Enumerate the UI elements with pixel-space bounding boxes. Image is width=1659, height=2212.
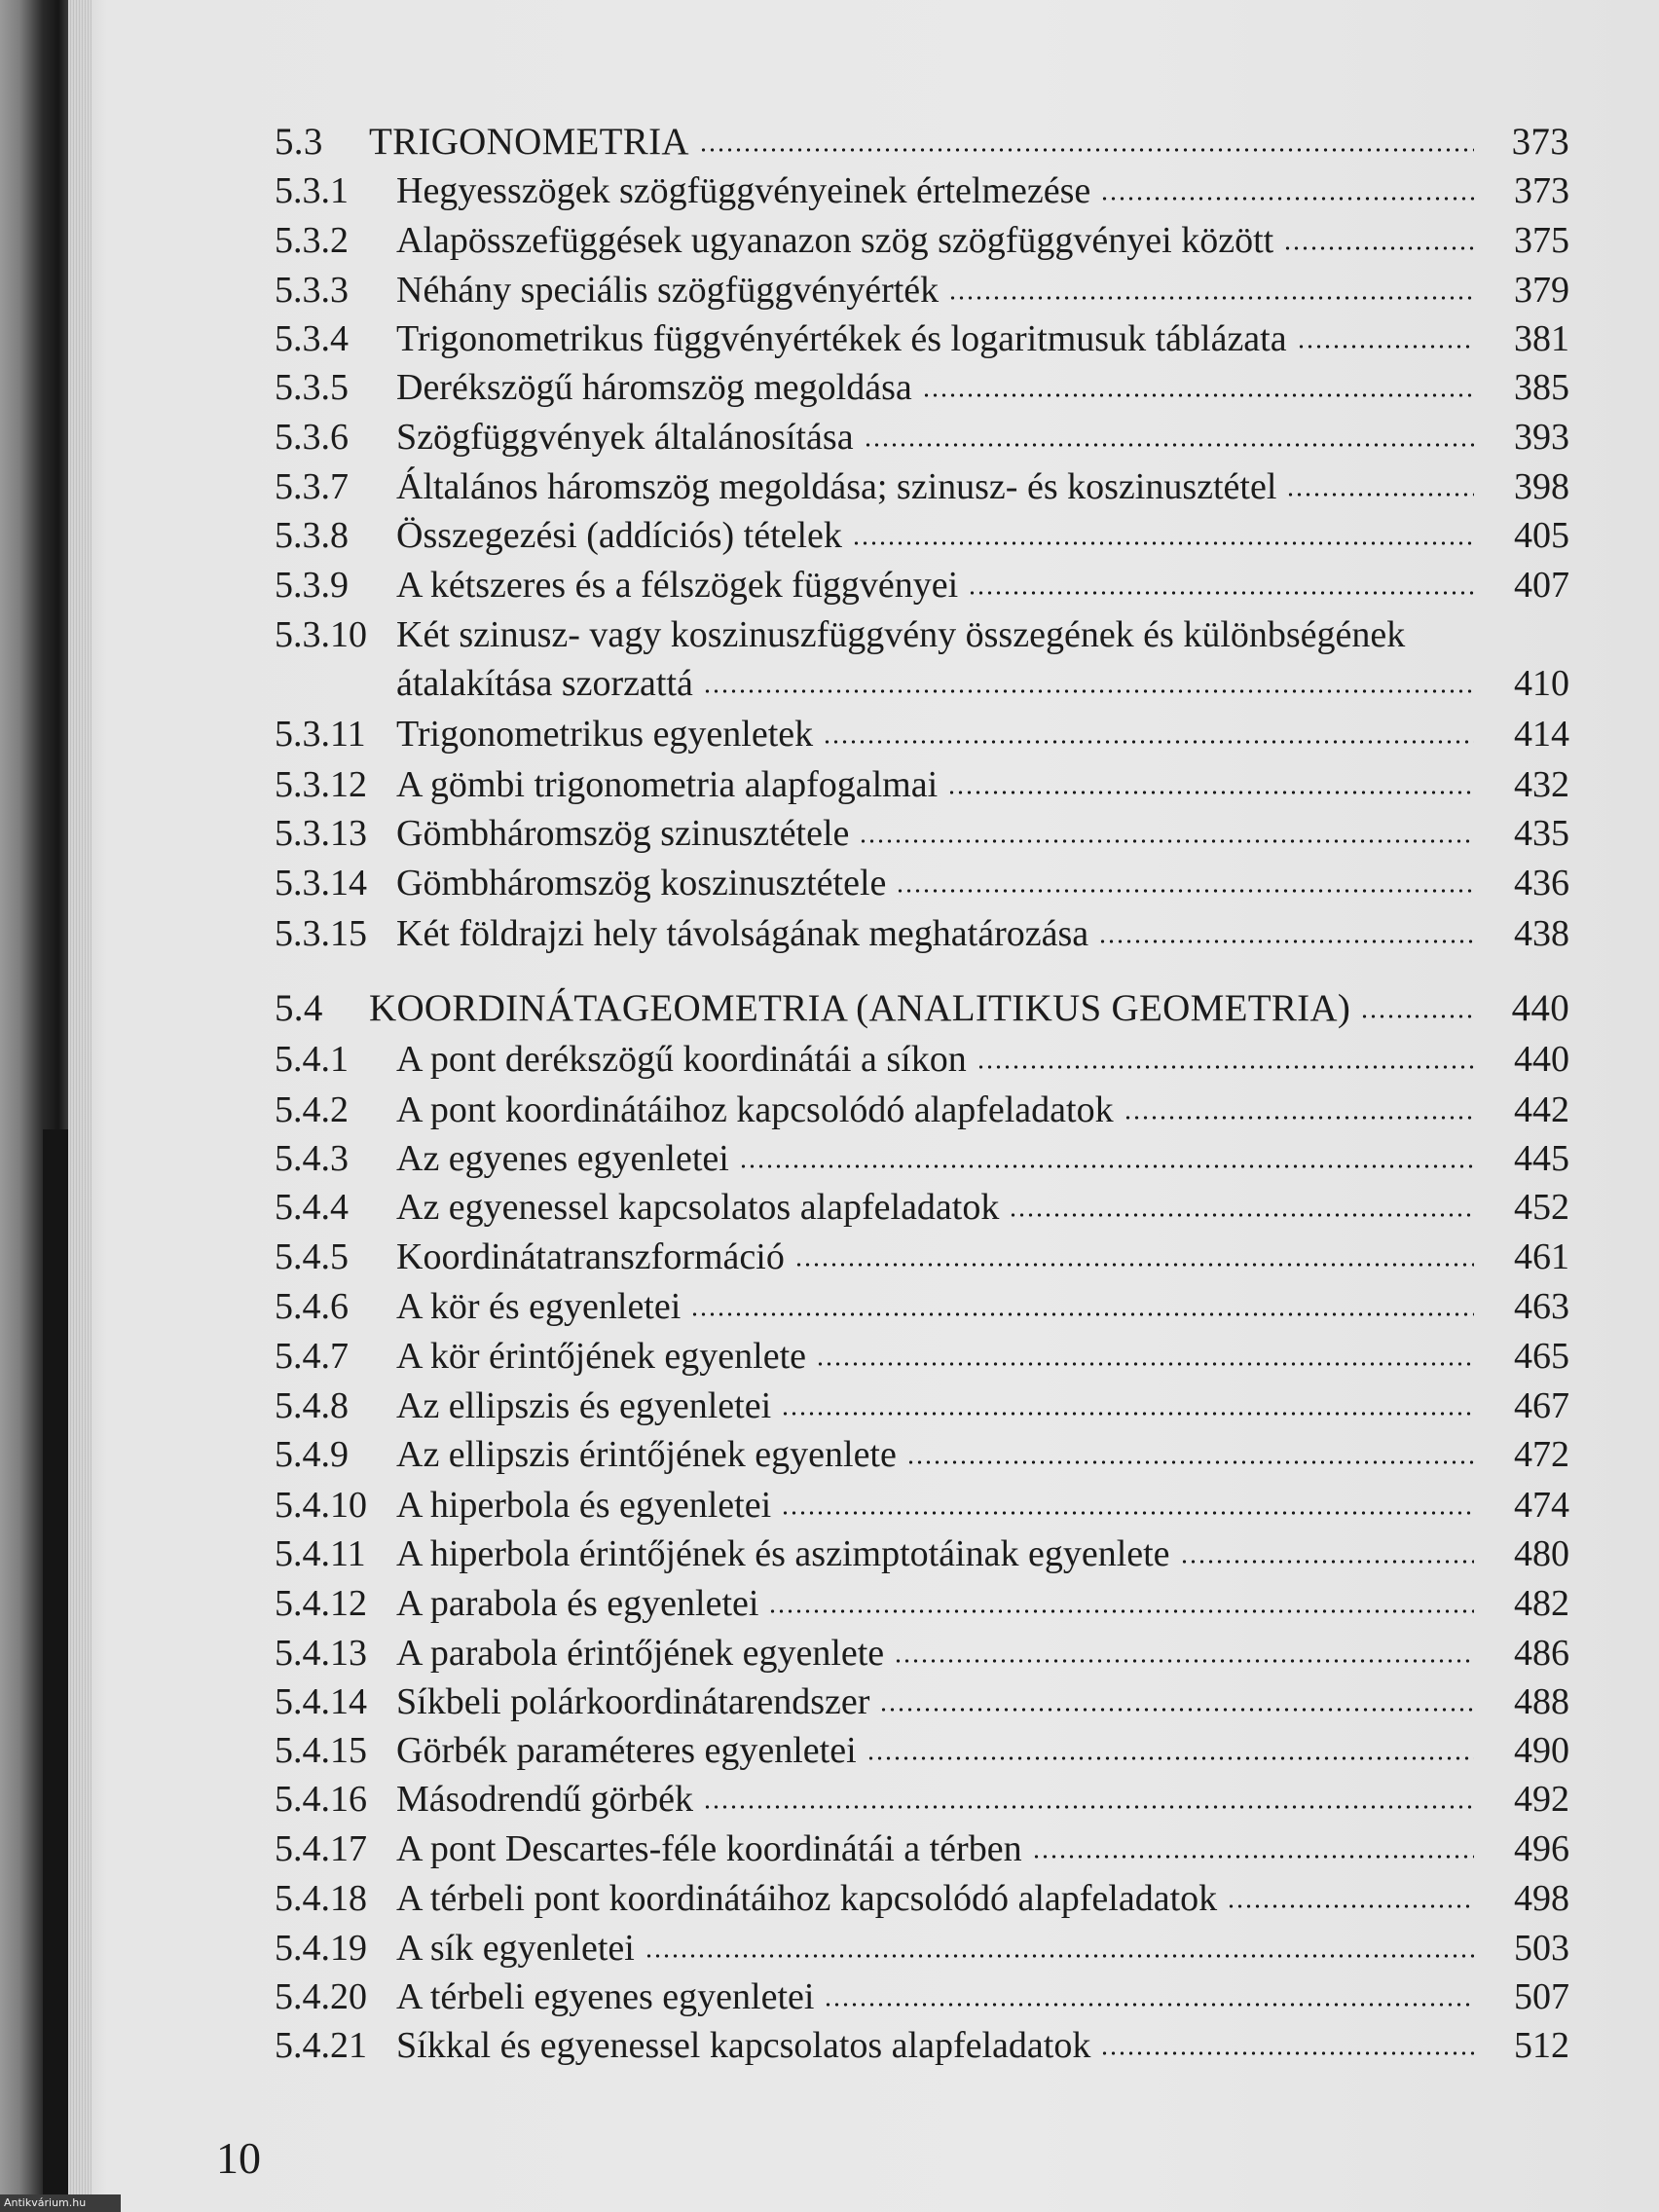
toc-entry-title-text: A gömbi trigonometria alapfogalmai xyxy=(396,764,939,805)
dot-leader xyxy=(703,689,1474,693)
toc-entry-title xyxy=(396,412,1482,462)
toc-entry-title-text: Gömbháromszög koszinusztétele xyxy=(396,863,887,903)
toc-entry-title xyxy=(396,1429,1482,1480)
toc-entry-title-text: Trigonometrikus egyenletek xyxy=(396,714,814,755)
dot-leader xyxy=(824,2003,1474,2007)
toc-entry-page: 463 xyxy=(1514,1286,1569,1327)
toc-entry xyxy=(275,1034,1569,1085)
toc-entry-title xyxy=(396,658,1482,709)
toc-entry-number: 5.4.18 xyxy=(275,1878,367,1919)
toc-entry-title-text: A parabola érintőjének egyenlete xyxy=(396,1633,885,1674)
toc-entry xyxy=(275,1529,1569,1579)
toc-entry-title xyxy=(396,265,1482,315)
toc-entry-number: 5.4.17 xyxy=(275,1828,367,1869)
toc-entry-page: 440 xyxy=(1511,987,1569,1029)
dot-leader xyxy=(1297,345,1474,349)
dot-leader xyxy=(781,1412,1474,1416)
toc-entry-title-text: Az ellipszis érintőjének egyenlete xyxy=(396,1434,897,1475)
toc-entry-page: 482 xyxy=(1514,1583,1569,1624)
toc-entry xyxy=(275,1429,1569,1480)
dot-leader xyxy=(948,296,1474,300)
toc-entry-title xyxy=(396,1873,1482,1924)
toc-entry-title xyxy=(396,609,1569,660)
toc-entry-title-text: A pont Descartes-féle koordinátái a térben xyxy=(396,1828,1022,1869)
toc-entry-title-text: A térbeli egyenes egyenletei xyxy=(396,1976,815,2017)
toc-entry-page: 405 xyxy=(1514,515,1569,556)
toc-entry-title-text: Összegezési (addíciós) tételek xyxy=(396,515,842,556)
toc-entry xyxy=(275,1331,1569,1382)
toc-entry xyxy=(275,609,1569,660)
toc-entry xyxy=(275,1774,1569,1825)
toc-entry xyxy=(275,1873,1569,1924)
toc-entry-number: 5.4.7 xyxy=(275,1336,349,1377)
toc-entry-title-text: Trigonometrikus függvényértékek és logaritmusuk táblázata xyxy=(396,318,1287,359)
toc-entry-title xyxy=(396,166,1482,216)
toc-entry xyxy=(275,808,1569,859)
dot-leader xyxy=(699,148,1474,152)
toc-entry xyxy=(275,313,1569,364)
toc-entry xyxy=(275,412,1569,462)
toc-entry-title-text: átalakítása szorzattá xyxy=(396,663,693,704)
toc-entry-number: 5.3.2 xyxy=(275,220,349,261)
toc-entry-page: 488 xyxy=(1514,1681,1569,1722)
toc-entry-page: 461 xyxy=(1514,1236,1569,1277)
toc-entry-title-text: A hiperbola és egyenletei xyxy=(396,1485,772,1526)
toc-entry-title xyxy=(396,1232,1482,1282)
dot-leader xyxy=(1032,1855,1474,1859)
toc-entry-title-text: Derékszögű háromszög megoldása xyxy=(396,367,912,408)
toc-entry-number: 5.3.13 xyxy=(275,813,367,854)
toc-entry-page: 432 xyxy=(1514,764,1569,805)
toc-entry-number: 5.3.5 xyxy=(275,367,349,408)
toc-entry-page: 498 xyxy=(1514,1878,1569,1919)
toc-entry xyxy=(275,362,1569,413)
toc-entry-number: 5.3.14 xyxy=(275,863,367,903)
toc-entry xyxy=(275,215,1569,266)
toc-entry-title-text: Másodrendű görbék xyxy=(396,1779,693,1820)
toc-entry xyxy=(275,1133,1569,1184)
toc-entry-title xyxy=(396,461,1482,512)
dot-leader xyxy=(922,393,1474,397)
toc-entry-title-text: Az egyenessel kapcsolatos alapfeladatok xyxy=(396,1187,1000,1228)
toc-entry-page: 435 xyxy=(1514,813,1569,854)
toc-entry-number: 5.4.14 xyxy=(275,1681,367,1722)
toc-entry-title xyxy=(396,2020,1482,2071)
toc-entry xyxy=(275,858,1569,908)
toc-entry-title-text: TRIGONOMETRIA xyxy=(369,121,689,163)
toc-entry-title-text: Az egyenes egyenletei xyxy=(396,1138,729,1179)
toc-entry-title-text: Hegyesszögek szögfüggvényeinek értelmezése xyxy=(396,170,1091,211)
toc-entry xyxy=(275,759,1569,810)
toc-entry xyxy=(275,1480,1569,1530)
toc-entry-page: 438 xyxy=(1514,913,1569,954)
toc-entry-page: 373 xyxy=(1514,170,1569,211)
toc-entry-title-text: Síkkal és egyenessel kapcsolatos alapfeladatok xyxy=(396,2025,1091,2066)
toc-entry xyxy=(275,1381,1569,1431)
toc-entry-page: 507 xyxy=(1514,1976,1569,2017)
toc-entry-title-text: A sík egyenletei xyxy=(396,1928,635,1969)
toc-entry xyxy=(275,510,1569,561)
dot-leader xyxy=(781,1511,1474,1515)
toc-entry xyxy=(275,1232,1569,1282)
toc-entry-page: 445 xyxy=(1514,1138,1569,1179)
toc-entry-page: 373 xyxy=(1511,121,1569,163)
dot-leader xyxy=(896,889,1474,893)
toc-entry-page: 496 xyxy=(1514,1828,1569,1869)
toc-entry-title xyxy=(396,1774,1482,1825)
toc-entry-title xyxy=(396,1331,1482,1382)
toc-entry-title-text: Koordinátatranszformáció xyxy=(396,1236,785,1277)
toc-entry-title xyxy=(396,858,1482,908)
toc-entry-title-text: A kör és egyenletei xyxy=(396,1286,682,1327)
toc-entry-title xyxy=(396,1578,1482,1629)
toc-entry-title xyxy=(396,908,1482,959)
toc-entry-title-text: A kétszeres és a félszögek függvényei xyxy=(396,565,959,606)
toc-entry-number: 5.4.9 xyxy=(275,1434,349,1475)
toc-entry-number: 5.4.10 xyxy=(275,1485,367,1526)
toc-entry-page: 474 xyxy=(1514,1485,1569,1526)
toc-entry-title xyxy=(396,1281,1482,1332)
toc-entry-title xyxy=(369,983,1482,1034)
toc-entry-number: 5.4 xyxy=(275,987,323,1029)
dot-leader xyxy=(859,839,1474,843)
toc-entry-number: 5.4.11 xyxy=(275,1533,366,1574)
dot-leader xyxy=(1098,940,1474,943)
toc-entry-page: 410 xyxy=(1514,663,1569,704)
toc-entry-number: 5.4.2 xyxy=(275,1089,349,1130)
toc-entry-title xyxy=(396,1085,1482,1135)
toc-entry-number: 5.3.3 xyxy=(275,270,349,311)
toc-entry-title-text: Szögfüggvények általánosítása xyxy=(396,417,854,458)
toc-entry-page: 393 xyxy=(1514,417,1569,458)
toc-entry-title xyxy=(396,1824,1482,1874)
toc-entry-number: 5.3.7 xyxy=(275,466,349,507)
dot-leader xyxy=(1283,246,1474,250)
toc-entry-number: 5.3.6 xyxy=(275,417,349,458)
toc-entry xyxy=(275,1578,1569,1629)
toc-entry-page: 492 xyxy=(1514,1779,1569,1820)
toc-entry-title xyxy=(396,1480,1482,1530)
toc-entry-title-text: A térbeli pont koordinátáihoz kapcsolódó alapfeladatok xyxy=(396,1878,1218,1919)
toc-entry-page: 465 xyxy=(1514,1336,1569,1377)
toc-entry xyxy=(275,560,1569,610)
dot-leader xyxy=(739,1164,1474,1168)
toc-entry-page: 440 xyxy=(1514,1039,1569,1080)
dot-leader xyxy=(645,1954,1474,1958)
toc-entry-title-text: Az ellipszis és egyenletei xyxy=(396,1385,772,1426)
toc-entry xyxy=(275,265,1569,315)
dot-leader xyxy=(816,1362,1474,1366)
toc-entry-number: 5.4.21 xyxy=(275,2025,367,2066)
toc-entry-title-text: A pont derékszögű koordinátái a síkon xyxy=(396,1039,967,1080)
dot-leader xyxy=(1360,1014,1474,1018)
toc-entry-number: 5.4.12 xyxy=(275,1583,367,1624)
toc-entry-number: 5.3 xyxy=(275,121,323,163)
toc-entry-number: 5.3.4 xyxy=(275,318,349,359)
toc-entry xyxy=(275,908,1569,959)
toc-entry-number: 5.4.15 xyxy=(275,1730,367,1771)
dot-leader xyxy=(1009,1213,1474,1217)
toc-entry-page: 480 xyxy=(1514,1533,1569,1574)
dot-leader xyxy=(794,1263,1474,1267)
toc-entry-title xyxy=(396,1628,1482,1678)
page-number: 10 xyxy=(216,2133,261,2183)
toc-entry-page: 414 xyxy=(1514,714,1569,755)
toc-entry-number: 5.4.4 xyxy=(275,1187,349,1228)
toc-entry-page: 379 xyxy=(1514,270,1569,311)
dot-leader xyxy=(1180,1560,1474,1564)
toc-entry-number: 5.4.16 xyxy=(275,1779,367,1820)
toc-entry xyxy=(275,1085,1569,1135)
toc-entry-number: 5.4.1 xyxy=(275,1039,349,1080)
toc-entry-title xyxy=(369,117,1482,167)
toc-entry-title-text: A hiperbola érintőjének és aszimptotáinak egyenlete xyxy=(396,1533,1170,1574)
dot-leader xyxy=(1286,493,1474,497)
toc-entry xyxy=(275,1628,1569,1678)
toc-entry-title-text: A pont koordinátáihoz kapcsolódó alapfeladatok xyxy=(396,1089,1114,1130)
toc-entry-title xyxy=(396,510,1482,561)
dot-leader xyxy=(703,1805,1474,1809)
watermark: Antikvárium.hu xyxy=(0,2194,121,2212)
toc-entry-number: 5.3.1 xyxy=(275,170,349,211)
toc-entry-page: 381 xyxy=(1514,318,1569,359)
dot-leader xyxy=(947,791,1474,794)
toc-entry xyxy=(275,461,1569,512)
toc-entry-page: 467 xyxy=(1514,1385,1569,1426)
toc-entry-title xyxy=(396,215,1482,266)
dot-leader xyxy=(1124,1116,1474,1120)
toc-entry-title xyxy=(396,362,1482,413)
toc-entry-title xyxy=(396,313,1482,364)
toc-entry-page: 512 xyxy=(1514,2025,1569,2066)
toc-entry xyxy=(275,1281,1569,1332)
toc-entry-title-text: Alapösszefüggések ugyanazon szög szögfüggvényei között xyxy=(396,220,1274,261)
toc-entry-page: 385 xyxy=(1514,367,1569,408)
toc-entry-page: 407 xyxy=(1514,565,1569,606)
toc-entry xyxy=(275,709,1569,759)
toc-entry-number: 5.3.12 xyxy=(275,764,367,805)
toc-entry-number: 5.3.9 xyxy=(275,565,349,606)
toc-entry xyxy=(275,658,1569,709)
dot-leader xyxy=(1100,197,1474,201)
toc-entry-page: 452 xyxy=(1514,1187,1569,1228)
toc-entry-title xyxy=(396,1677,1482,1727)
toc-entry-title xyxy=(396,1381,1482,1431)
toc-entry-number: 5.3.10 xyxy=(275,614,367,655)
dot-leader xyxy=(1100,2051,1474,2055)
dot-leader xyxy=(879,1708,1474,1712)
toc-entry-title-text: Két szinusz- vagy koszinuszfüggvény összegének és különbségének xyxy=(396,614,1406,655)
toc-entry-title-text: A parabola és egyenletei xyxy=(396,1583,759,1624)
toc-entry-title xyxy=(396,808,1482,859)
toc-entry-page: 442 xyxy=(1514,1089,1569,1130)
toc-entry-title-text: Síkbeli polárkoordinátarendszer xyxy=(396,1681,870,1722)
toc-entry-title xyxy=(396,1182,1482,1233)
toc-entry xyxy=(275,1923,1569,1973)
toc-entry-page: 472 xyxy=(1514,1434,1569,1475)
toc-entry-number: 5.3.15 xyxy=(275,913,367,954)
toc-entry-page: 436 xyxy=(1514,863,1569,903)
dot-leader xyxy=(894,1659,1474,1663)
toc-entry-title xyxy=(396,1133,1482,1184)
toc-entry-title xyxy=(396,1034,1482,1085)
toc-entry-title-text: Néhány speciális szögfüggvényérték xyxy=(396,270,940,311)
dot-leader xyxy=(1227,1904,1474,1908)
toc-entry-number: 5.4.20 xyxy=(275,1976,367,2017)
toc-entry xyxy=(275,1677,1569,1727)
toc-entry xyxy=(275,1824,1569,1874)
toc-entry-page: 503 xyxy=(1514,1928,1569,1969)
dot-leader xyxy=(864,443,1474,447)
toc-entry-number: 5.4.13 xyxy=(275,1633,367,1674)
toc-entry-title xyxy=(396,759,1482,810)
toc-entry-number: 5.4.3 xyxy=(275,1138,349,1179)
toc-entry-title-text: Két földrajzi hely távolságának meghatározása xyxy=(396,913,1089,954)
toc-entry-number: 5.4.8 xyxy=(275,1385,349,1426)
toc-section xyxy=(275,117,1569,167)
toc-entry xyxy=(275,1725,1569,1776)
toc-entry-title xyxy=(396,1529,1482,1579)
toc-entry-number: 5.3.8 xyxy=(275,515,349,556)
dot-leader xyxy=(968,591,1474,595)
dot-leader xyxy=(690,1312,1474,1316)
toc-entry-page: 375 xyxy=(1514,220,1569,261)
dot-leader xyxy=(977,1065,1474,1069)
toc-entry-title xyxy=(396,1923,1482,1973)
toc-entry-number: 5.4.5 xyxy=(275,1236,349,1277)
dot-leader xyxy=(866,1756,1474,1760)
dot-leader xyxy=(906,1460,1474,1464)
toc-entry-page: 486 xyxy=(1514,1633,1569,1674)
toc-entry-title xyxy=(396,709,1482,759)
toc-entry-number: 5.4.6 xyxy=(275,1286,349,1327)
toc-entry-title-text: Gömbháromszög szinusztétele xyxy=(396,813,850,854)
toc-entry-title xyxy=(396,1725,1482,1776)
toc-entry-number: 5.3.11 xyxy=(275,714,366,755)
toc-entry-title xyxy=(396,560,1482,610)
toc-entry xyxy=(275,2020,1569,2071)
toc-entry-title xyxy=(396,1972,1482,2022)
toc-entry-title-text: Általános háromszög megoldása; szinusz- és koszinusztétel xyxy=(396,466,1277,507)
toc-entry-page: 398 xyxy=(1514,466,1569,507)
toc-entry-number: 5.4.19 xyxy=(275,1928,367,1969)
toc-section xyxy=(275,983,1569,1034)
dot-leader xyxy=(768,1609,1474,1613)
dot-leader xyxy=(852,541,1474,545)
toc-entry-title-text: KOORDINÁTAGEOMETRIA (ANALITIKUS GEOMETRIA) xyxy=(369,987,1351,1029)
toc-entry-title-text: A kör érintőjének egyenlete xyxy=(396,1336,807,1377)
toc-entry-title-text: Görbék paraméteres egyenletei xyxy=(396,1730,857,1771)
dot-leader xyxy=(823,740,1474,744)
toc-entry xyxy=(275,166,1569,216)
toc-entry xyxy=(275,1972,1569,2022)
toc-entry xyxy=(275,1182,1569,1233)
toc-entry-page: 490 xyxy=(1514,1730,1569,1771)
